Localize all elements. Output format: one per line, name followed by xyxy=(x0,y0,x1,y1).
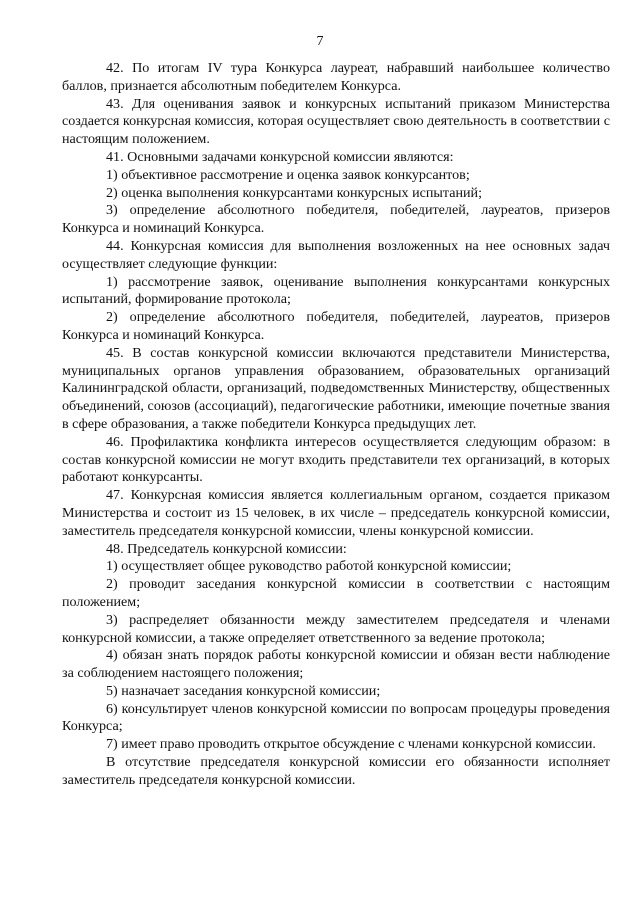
list-item: 2) проводит заседания конкурсной комиссии в соответствии с настоящим положением; xyxy=(62,576,610,610)
paragraph-41-tasks: 41. Основными задачами конкурсной комиссии являются: xyxy=(106,148,454,165)
list-item: 2) оценка выполнения конкурсантами конкурсных испытаний; xyxy=(106,184,483,201)
paragraph-44: 44. Конкурсная комиссия для выполнения возложенных на нее основных задач осуществляет следующие функции: xyxy=(62,237,610,272)
list-item: 1) объективное рассмотрение и оценка заявок конкурсантов; xyxy=(106,166,470,183)
list-item: 1) осуществляет общее руководство работой конкурсной комиссии; xyxy=(106,558,512,575)
list-item: 2) определение абсолютного победителя, победителей, лауреатов, призеров Конкурса и номинаций Конкурса. xyxy=(62,309,610,343)
paragraph-48: 48. Председатель конкурсной комиссии: xyxy=(106,540,347,557)
list-item: 6) консультирует членов конкурсной комиссии по вопросам процедуры проведения Конкурса; xyxy=(62,700,610,735)
list-item: 4) обязан знать порядок работы конкурсной комиссии и обязан вести наблюдение за соблюдением настоящего положения; xyxy=(62,647,610,682)
list-item: 3) определение абсолютного победителя, победителей, лауреатов, призеров Конкурса и номинаций Конкурса. xyxy=(62,202,610,237)
document-body xyxy=(62,60,610,790)
paragraph-absence-of-chairman: В отсутствие председателя конкурсной комиссии его обязанности исполняет заместитель председателя конкурсной комиссии. xyxy=(62,754,610,788)
paragraph-47: 47. Конкурсная комиссия является коллегиальным органом, создается приказом Министерства и состоит из 15 человек, в их числе – председатель конкурсной комиссии, заместитель председателя конкурсной комиссии, члены конкурсной комиссии. xyxy=(62,487,610,539)
list-item: 7) имеет право проводить открытое обсуждение с членами конкурсной комиссии. xyxy=(106,736,596,753)
paragraph-42: 42. По итогам IV тура Конкурса лауреат, набравший наибольшее количество баллов, признается абсолютным победителем Конкурса. xyxy=(62,60,610,94)
list-item: 1) рассмотрение заявок, оценивание выполнения конкурсантами конкурсных испытаний, формирование протокола; xyxy=(62,273,610,308)
list-item: 3) распределяет обязанности между заместителем председателя и членами конкурсной комиссии, а также определяет ответственного за ведение протокола; xyxy=(62,611,610,646)
paragraph-45: 45. В состав конкурсной комиссии включаются представители Министерства, муниципальных органов управления образованием, образовательных организаций Калининградской области, организаций, подведомственных Министерству, общественных объединений, союзов (ассоциаций), педагогические работники, имеющие почетные звания в сфере образования, а также победители Конкурса предыдущих лет. xyxy=(62,344,610,432)
page-number: 7 xyxy=(316,34,324,49)
paragraph-43: 43. Для оценивания заявок и конкурсных испытаний приказом Министерства создается конкурсная комиссия, которая осуществляет свою деятельность в соответствии с настоящим положением. xyxy=(62,95,610,148)
list-item: 5) назначает заседания конкурсной комиссии; xyxy=(106,682,381,699)
paragraph-46: 46. Профилактика конфликта интересов осуществляется следующим образом: в состав конкурсной комиссии не могут входить представители тех организаций, в которых работают конкурсанты. xyxy=(62,433,610,486)
